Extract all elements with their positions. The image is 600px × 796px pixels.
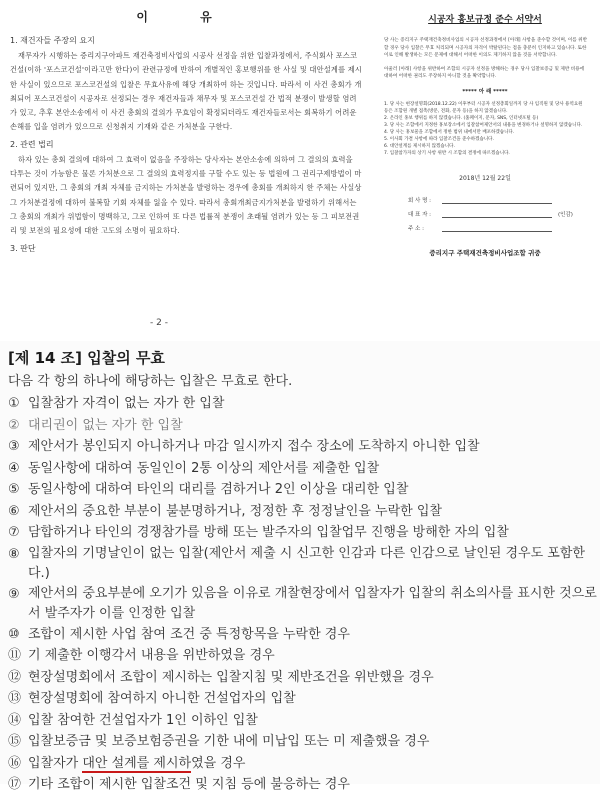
article-item xyxy=(8,710,600,732)
article-item xyxy=(8,479,600,501)
signature-line xyxy=(442,196,552,204)
item-number: ⑫ xyxy=(8,669,22,685)
item-text: 입찰 참여한 건설업자가 1인 이하인 입찰 xyxy=(28,712,258,728)
signature-line xyxy=(442,224,552,232)
signature-row-representative xyxy=(408,210,592,218)
pledge-document xyxy=(378,8,592,308)
item-text: 동일사항에 대하여 타인의 대리를 겸하거나 2인 이상을 대리한 입찰 xyxy=(28,482,409,497)
article-item xyxy=(8,688,600,710)
item-number: ⑧ xyxy=(8,546,20,562)
item-number: ② xyxy=(8,417,20,433)
pledge-date: 2018년 12월 22일 xyxy=(459,174,511,182)
article-item xyxy=(8,645,600,667)
top-scanned-documents xyxy=(0,0,600,330)
item-number: ⑥ xyxy=(8,503,20,519)
article-item xyxy=(8,774,600,796)
item-16-text-post: 였을 경우 xyxy=(191,755,246,771)
article-item xyxy=(8,667,600,689)
pledge-item: 4. 당 사는 홍보물을 조합에서 정한 범위 내에서만 배포하겠습니다. xyxy=(384,129,515,135)
article-item xyxy=(8,458,600,480)
section-2-paragraph: 하자 있는 총회 결의에 대하여 그 효력이 없음을 주장하는 당사자는 본안소송에 의하여 그 결의의 효력을 다투는 것이 가능함은 물론 가처분으로 그 결의의 효력정지를 구할 수도 있는 등 법원에 그 권리구제방법이 마련되어 있지만, 그 총회의 개최 자체를 금지하는 가처분을 발령하는 경우에 총회를 개최하지 한 주체는 사실상 그 가처분결정에 대하여 불복할 기회 자체를 잃을 수 있다. 따라서 총회개최금지가처분을 발령하기 위해서는 그 총회의 개최가 위법함이 명백하고, 그로 인하여 또 다른 법률적 분쟁이 초래될 염려가 있는 등 그 피보전권리 및 보전의 필요성에 대한 고도의 소명이 필요하다. xyxy=(10,154,362,236)
pledge-paragraph-2: 아울러 [아래] 사항을 위반하여 조합의 시공자 선정을 방해하는 경우 당사 입찰보증금 및 제반 비용에 대하여 어떠한 권리도 주장하지 아니할 것을 확약합니다. xyxy=(384,66,585,80)
item-number: ③ xyxy=(8,439,20,454)
item-number: ⑪ xyxy=(8,648,22,663)
pledge-footer: 증리지구 주택재건축정비사업조합 귀중 xyxy=(429,248,541,257)
page-number: - 2 - xyxy=(150,318,168,328)
item-number: ⑰ xyxy=(8,777,22,792)
pledge-item: 2. 온라인 홍보 행위를 하지 않겠습니다. (홈페이지, 문자, SNS, 인터넷포털 등) xyxy=(384,115,539,121)
article-14-section xyxy=(0,341,600,792)
article-item xyxy=(8,731,600,753)
item-text: 입찰보증금 및 보증보험증권을 기한 내에 미납입 또는 미 제출했을 경우 xyxy=(28,734,430,749)
article-item xyxy=(8,624,600,646)
article-heading: [제 14 조] 입찰의 무효 xyxy=(8,349,165,367)
section-1-heading: 1. 재건자들 주장의 요지 xyxy=(10,36,95,45)
item-number: ⑦ xyxy=(8,525,20,540)
item-number: ⑩ xyxy=(8,626,20,642)
court-decision-page xyxy=(0,0,372,330)
item-text: 입찰참가 자격이 없는 자가 한 입찰 xyxy=(28,396,225,411)
signature-row-company xyxy=(408,196,592,204)
item-16-text-pre: 입찰자가 xyxy=(28,755,83,771)
pledge-item: 1. 당 사는 현장설명회(2018.12.22) 이후부터 시공자 선정총회일까지 당 사 임직원 및 당사 용역요원 등은 조합원 개별 접촉(방문, 전화, 문자 등)을 하지 않겠습니다. xyxy=(384,101,583,114)
item-number: ⑯ xyxy=(8,755,22,771)
item-number: ⑨ xyxy=(8,586,20,602)
item-text: 담합하거나 타인의 경쟁참가를 방해 또는 발주자의 입찰업무 진행을 방해한 자의 입찰 xyxy=(28,525,509,540)
item-text: 기타 조합이 제시한 입찰조건 및 지침 등에 불응하는 경우 xyxy=(28,777,350,792)
item-number: ⑮ xyxy=(8,734,22,749)
item-text xyxy=(28,753,600,775)
item-text: 기 제출한 이행각서 내용을 위반하였을 경우 xyxy=(28,648,275,663)
signature-row-address xyxy=(408,224,592,232)
item-text: 제안서의 중요부분에 오기가 있음을 이유로 개찰현장에서 입찰자가 입찰의 취소의사를 표시한 것으로서 발주자가 이를 인정한 입찰 xyxy=(28,585,597,621)
item-number: ⑤ xyxy=(8,482,20,497)
signature-label: 회 사 명 : xyxy=(408,197,432,204)
item-text: 동일사항에 대하여 동일인이 2통 이상의 제안서를 제출한 입찰 xyxy=(28,460,380,476)
pledge-item: 6. 대안설계를 제시하지 않겠습니다. xyxy=(384,143,455,149)
item-text: 현장설명회에 참여하지 아니한 건설업자의 입찰 xyxy=(28,691,296,706)
item-text: 현장설명회에서 조합이 제시하는 입찰지침 및 제반조건을 위반했을 경우 xyxy=(28,669,434,685)
pledge-item: 3. 당 사는 조합에서 지정한 홍보장소에서 입찰참여제안서의 내용을 변경하거나 설명하지 않겠습니다. xyxy=(384,122,583,128)
item-number: ⑬ xyxy=(8,691,22,706)
section-2-heading: 2. 관련 법리 xyxy=(10,139,54,149)
item-text: 제안서의 중요한 부분이 불분명하거나, 정정한 후 정정날인을 누락한 입찰 xyxy=(28,503,442,519)
article-item xyxy=(8,584,600,624)
item-text: 대리권이 없는 자가 한 입찰 xyxy=(28,417,183,433)
signature-label: 대 표 자 : xyxy=(408,211,432,218)
item-text: 조합이 제시한 사업 참여 조건 중 특정항목을 누락한 경우 xyxy=(28,626,350,642)
article-item xyxy=(8,522,600,544)
article-intro: 다음 각 항의 하나에 해당하는 입찰은 무효로 한다. xyxy=(8,374,293,389)
pledge-item: 7. 입찰참가자의 상기 사항 위반 시 조합의 결정에 따르겠습니다. xyxy=(384,150,510,156)
article-item xyxy=(8,393,600,415)
reason-title: 이 유 xyxy=(136,10,236,24)
section-3-heading: 3. 판단 xyxy=(10,243,36,253)
article-item xyxy=(8,501,600,523)
item-text: 제안서가 봉인되지 아니하거나 마감 일시까지 접수 장소에 도착하지 아니한 입찰 xyxy=(28,439,480,454)
article-item-16 xyxy=(8,753,600,775)
pledge-subheading: ***** 아 래 ***** xyxy=(462,88,508,95)
pledge-title: 시공자 홍보규정 준수 서약서 xyxy=(428,15,542,25)
item-number: ① xyxy=(8,396,20,411)
signature-label: 주 소 : xyxy=(408,225,424,232)
pledge-paragraph-1: 당 사는 증리지구 주택재건축정비사업의 시공자 선정과정에서 [아래] 사항을 준수할 것이며, 이를 위반할 경우 당사 입찰은 무효 처리되며 시공자의 자격이 박탈된다는 점을 충분히 인지하고 있습니다. 또한 이로 인해 발생하는 모든 문제에 대해서 어떠한 이의도 제기하지 않을 것을 서약합니다. xyxy=(384,38,588,59)
section-1-paragraph: 재무자가 시행하는 증리지구아파트 재건축정비사업의 시공사 선정을 위한 입찰과정에서, 주식회사 포스코건설(이하 '포스코건설'이라고만 한다)이 관련규정에 반하여 개별적인 홍보행위를 한 사실 및 대안설계를 제시한 사실이 있으므로 포스코건설의 입찰은 무효사유에 해당 개최하여 하는 것입니다. 따라서 이 사건 총회가 개최되어 포스코건설이 시공자로 선정되는 경우 재건자들과 채무자 및 포스코건설 간 법적 분쟁이 발생할 염려가 있고, 추후 본안소송에서 이 사건 총회의 결의가 무효임이 확정되더라도 재건자들로서는 회복하기 어려운 손해를 입을 염려가 있으므로 신청취지 기재와 같은 가처분을 구한다. xyxy=(10,51,362,132)
article-item xyxy=(8,436,600,458)
signature-line xyxy=(442,210,552,218)
item-text: 입찰자의 기명날인이 없는 입찰(제안서 제출 시 신고한 인감과 다른 인감으로 날인된 경우도 포함한다.) xyxy=(28,545,585,581)
pledge-item: 5. 이사회 가결 사항에 따라 입찰조건을 준수하겠습니다. xyxy=(384,136,494,142)
highlight-underline: 대안 설계를 제시하 xyxy=(82,755,192,771)
article-item xyxy=(8,544,600,584)
seal-label: (인감) xyxy=(558,211,573,218)
article-item xyxy=(8,415,600,437)
item-number: ⑭ xyxy=(8,712,22,728)
item-number: ④ xyxy=(8,460,20,476)
